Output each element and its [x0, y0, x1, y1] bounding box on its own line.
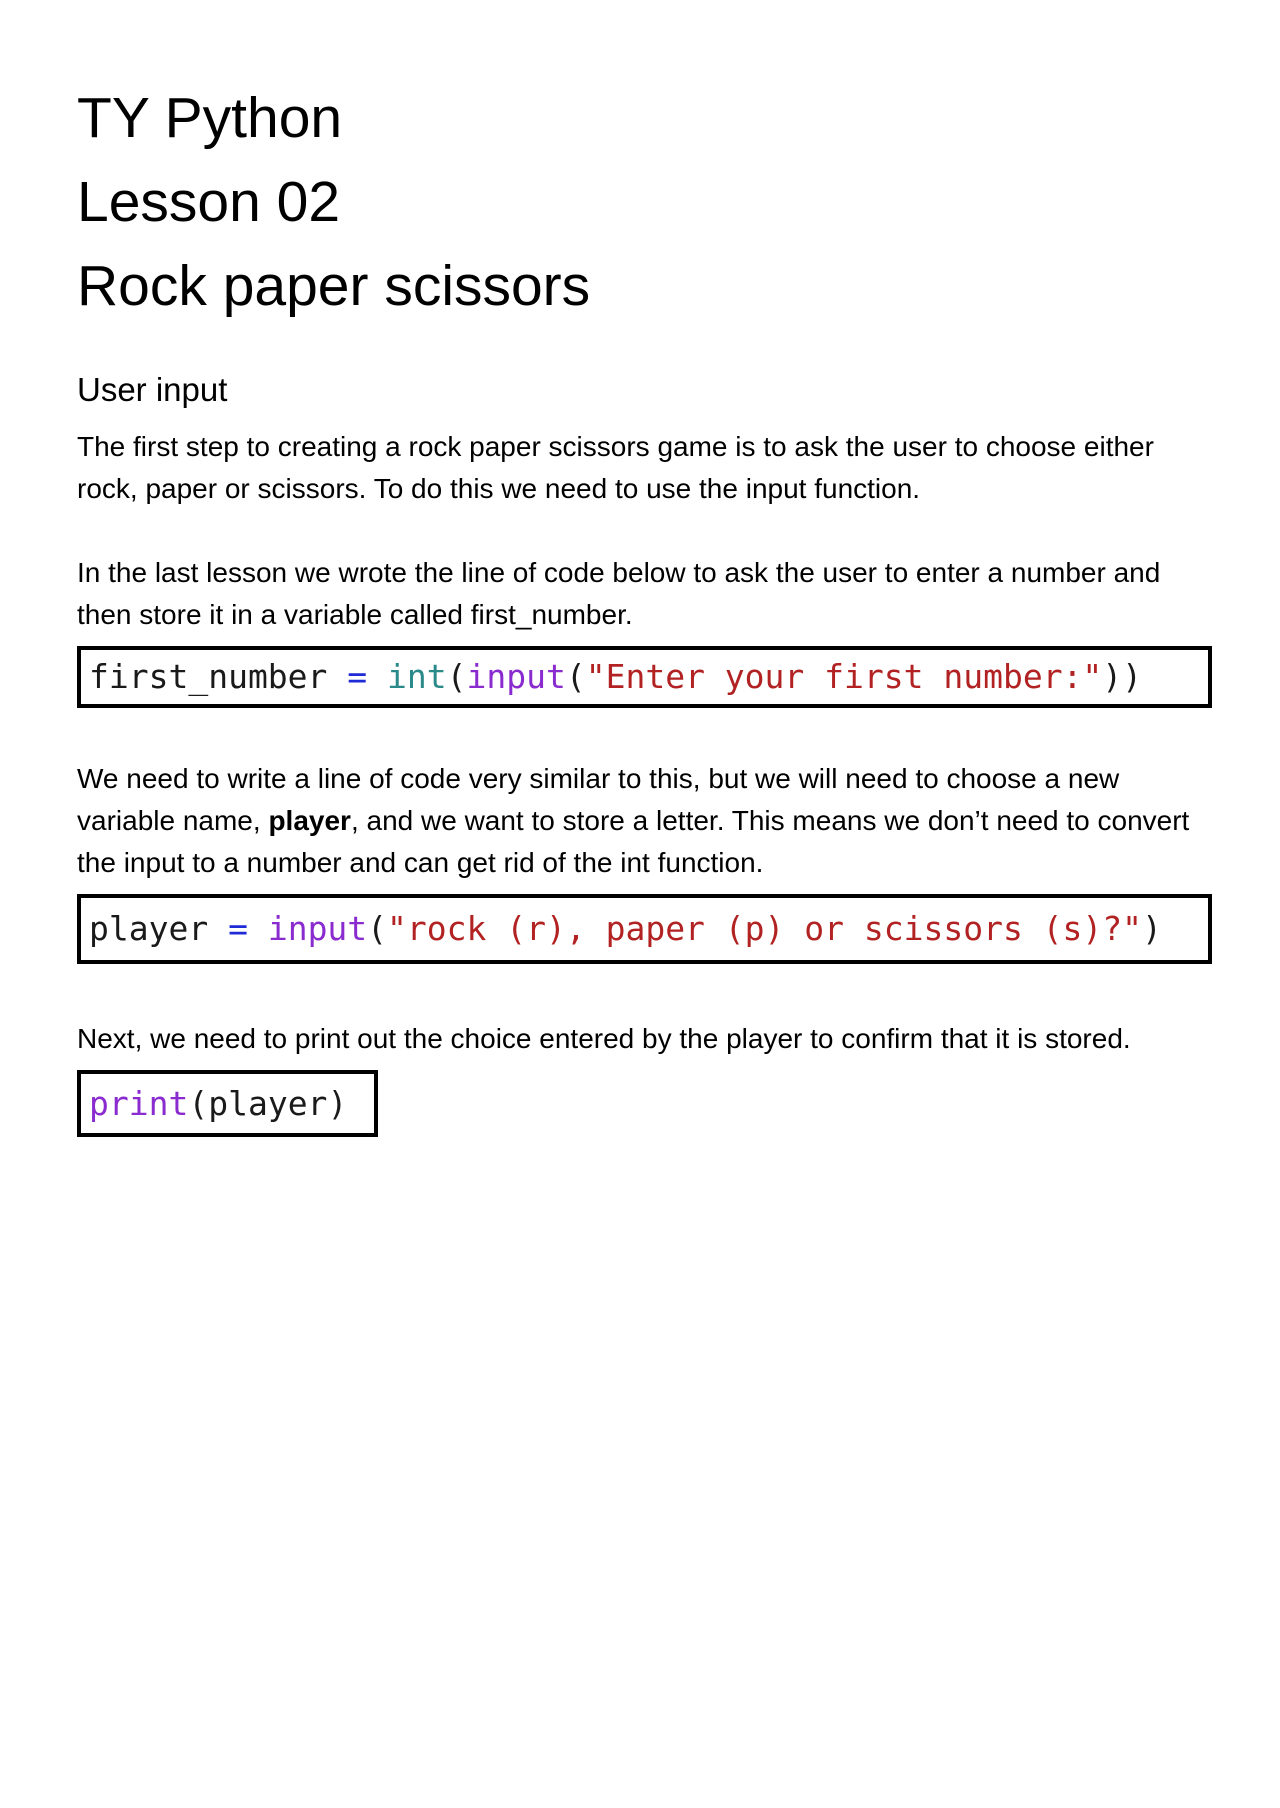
paragraph-new-variable	[77, 758, 1217, 884]
code-string: "rock (r), paper (p) or scissors (s)?"	[387, 909, 1143, 948]
code-block-first-number	[77, 646, 1212, 708]
code-string: "Enter your first number:"	[585, 657, 1103, 696]
paragraph-new-variable-part-1: We need to write a line of code very similar to this, but we will need to choose a new variable name,	[77, 763, 1120, 836]
code-block-print-player	[77, 1070, 378, 1137]
paragraph-print-choice: Next, we need to print out the choice entered by the player to confirm that it is stored.	[77, 1023, 1131, 1054]
paragraph-last-lesson: In the last lesson we wrote the line of code below to ask the user to enter a number and then store it in a variable called first_number.	[77, 557, 1161, 630]
paragraph-new-variable-part-2: , and we want to store a letter. This means we don’t need to convert the input to a number and can get rid of the int function.	[77, 805, 1190, 878]
code-operator: =	[208, 909, 268, 948]
document-page	[77, 76, 1217, 1137]
code-block-player-input	[77, 894, 1212, 964]
paragraph-intro: The first step to creating a rock paper scissors game is to ask the user to choose either rock, paper or scissors. To do this we need to use the input function.	[77, 431, 1154, 504]
code-function: input	[267, 909, 368, 948]
section-heading-user-input: User input	[77, 371, 228, 408]
code-paren: )	[1142, 909, 1162, 948]
code-paren: )	[327, 1084, 348, 1123]
code-operator: =	[327, 657, 388, 696]
code-paren: ))	[1102, 657, 1143, 696]
code-function: input	[466, 657, 566, 696]
code-variable: player	[89, 909, 209, 948]
code-variable: first_number	[89, 657, 328, 696]
code-paren: (	[565, 657, 586, 696]
document-title-line-2: Lesson 02	[77, 170, 341, 234]
code-paren: (	[367, 909, 388, 948]
code-paren: (	[446, 657, 467, 696]
document-title-line-1: TY Python	[77, 86, 343, 150]
code-function: print	[89, 1084, 189, 1123]
code-argument: player	[208, 1084, 328, 1123]
paragraph-new-variable-bold: player	[268, 805, 351, 836]
document-title-line-3: Rock paper scissors	[77, 254, 591, 318]
code-builtin: int	[387, 657, 447, 696]
code-paren: (	[188, 1084, 209, 1123]
